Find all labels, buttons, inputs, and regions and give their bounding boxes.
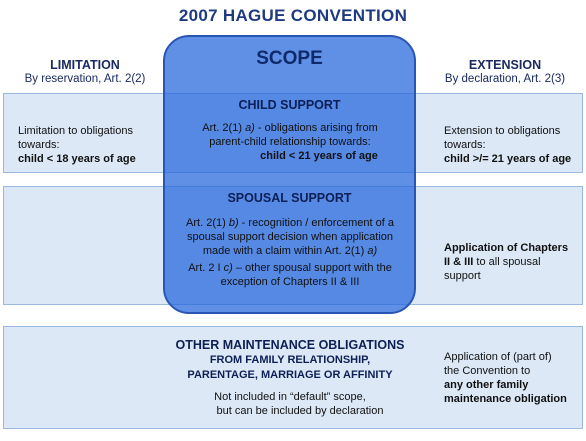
other-obligations-heading: OTHER MAINTENANCE OBLIGATIONS [175, 338, 405, 352]
extension-subheading: By declaration, Art. 2(3) [444, 73, 566, 85]
child-support-scope-text: Art. 2(1) a) - obligations arising from parent-child relationship towards: child < 21 years of age [202, 122, 378, 162]
extension-heading: EXTENSION [468, 58, 542, 72]
limitation-heading: LIMITATION [50, 58, 120, 72]
other-obligations-note: Not included in “default” scope, but can be included by declaration [214, 391, 384, 417]
other-obligations-extension: Application of (part of) the Convention to any other family maintenance obligation [444, 351, 567, 405]
scope-heading: SCOPE [256, 48, 323, 69]
child-support-heading: CHILD SUPPORT [238, 98, 341, 112]
child-support-limitation: Limitation to obligations towards: child < 18 years of age [18, 125, 136, 165]
limitation-subheading: By reservation, Art. 2(2) [24, 73, 146, 85]
child-support-extension: Extension to obligations towards: child >/= 21 years of age [444, 125, 572, 165]
other-obligations-subheading: FROM FAMILY RELATIONSHIP, PARENTAGE, MARRIAGE OR AFFINITY [187, 354, 393, 381]
spousal-support-heading: SPOUSAL SUPPORT [227, 191, 352, 205]
page-title: 2007 HAGUE CONVENTION [178, 6, 408, 25]
spousal-support-extension: Application of Chapters II & III to all spousal support [444, 242, 569, 282]
spousal-support-scope-text: Art. 2(1) b) - recognition / enforcement of a spousal support decision when application made with a claim within Art. 2(1) a) Art. 2 I c) – other spousal support with the exception of Chapters II & III [186, 217, 394, 288]
